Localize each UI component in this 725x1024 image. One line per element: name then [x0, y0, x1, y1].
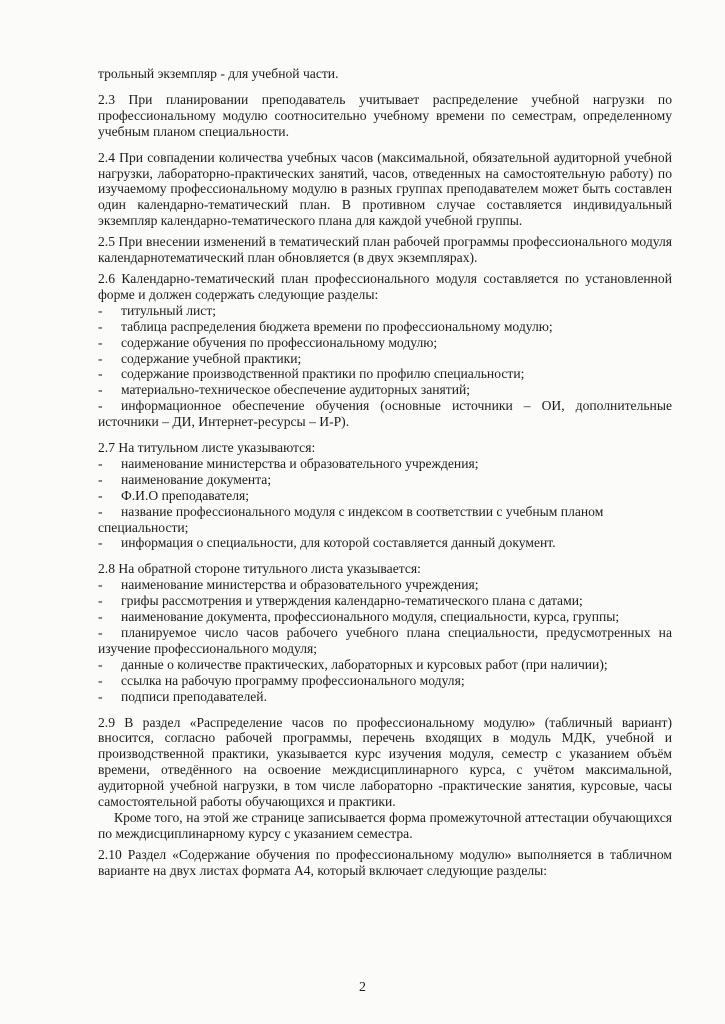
list-item-wrapped: - название профессионального модуля с индексом в соответствии с учебным планом специальности; [98, 503, 604, 535]
list-item: - содержание обучения по профессиональному модулю; [98, 334, 438, 350]
list-item: - грифы рассмотрения и утверждения календарно-тематического плана с датами; [98, 593, 583, 609]
body-text [98, 66, 672, 879]
list-item: - наименование министерства и образовательного учреждения; [98, 577, 479, 593]
paragraph-2-3: 2.3 При планировании преподаватель учитывает распределение учебной нагрузки по профессиональному модулю соотносительно учебному времени по семестрам, определенному учебным планом специальности. [98, 91, 672, 139]
paragraph-2-7: 2.7 На титульном листе указываются: [98, 440, 316, 456]
paragraph-continuation: трольный экземпляр - для учебной части. [98, 66, 339, 81]
list-item: - подписи преподавателей. [98, 688, 267, 704]
list-item: - информация о специальности, для которой составляется данный документ. [98, 535, 556, 551]
list-item-wrapped: - планируемое число часов рабочего учебного плана специальности, предусмотренных на изучение профессионального модуля; [98, 625, 672, 656]
paragraph-2-9: 2.9 В раздел «Распределение часов по профессиональному модулю» (табличный вариант) вносится, согласно рабочей программы, перечень входящих в модуль МДК, учебной и производственной практики, указывается курс изучения модуля, семестр с указанием объём времени, отведённого на освоение междисциплинарного курса, с учётом максимальной, аудиторной учебной нагрузки, в том числе лабораторно -практические занятия, курсовые, часы самостоятельной работы обучающихся и практики. [98, 714, 672, 810]
paragraph-2-5: 2.5 При внесении изменений в тематический план рабочей программы профессионального модуля календарнотематический план обновляется (в двух экземплярах). [98, 234, 672, 266]
list-item: - наименование документа; [98, 471, 272, 487]
paragraph-2-9-continued: Кроме того, на этой же странице записывается форма промежуточной аттестации обучающихся по междисциплинарному курсу с указанием семестра. [98, 809, 672, 841]
paragraph-2-10: 2.10 Раздел «Содержание обучения по профессиональному модулю» выполняется в табличном варианте на двух листах формата А4, который включает следующие разделы: [98, 846, 672, 878]
list-2-6 [98, 303, 672, 430]
list-item-wrapped: - информационное обеспечение обучения (основные источники – ОИ, дополнительные источники – ДИ, Интернет-ресурсы – И-Р). [98, 398, 672, 430]
list-item: - ссылка на рабочую программу профессионального модуля; [98, 672, 465, 688]
list-item: - титульный лист; [98, 302, 217, 318]
page-number: 2 [359, 980, 366, 995]
list-item: - содержание учебной практики; [98, 350, 302, 366]
list-item: - данные о количестве практических, лабораторных и курсовых работ (при наличии); [98, 656, 608, 672]
paragraph-2-4: 2.4 При совпадении количества учебных часов (максимальной, обязательной аудиторной учебной нагрузки, лабораторно-практических занятий, часов, отведенных на самостоятельную работу) по изучаемому профессиональному модулю в разных группах преподавателем может быть составлен один календарно-тематический план. В противном случае составляется индивидуальный экземпляр календарно-тематического плана для каждой учебной группы. [98, 149, 672, 229]
list-item: - таблица распределения бюджета времени по профессиональному модулю; [98, 318, 553, 334]
list-item: - Ф.И.О преподавателя; [98, 487, 250, 503]
paragraph-2-6: 2.6 Календарно-тематический план профессионального модуля составляется по установленной форме и должен содержать следующие разделы: [98, 270, 672, 302]
list-item: - наименование министерства и образовательного учреждения; [98, 455, 479, 471]
list-2-7 [98, 456, 672, 551]
list-item: - наименование документа, профессионального модуля, специальности, курса, группы; [98, 609, 620, 625]
list-item: - материально-техническое обеспечение аудиторных занятий; [98, 382, 471, 398]
paragraph-2-8: 2.8 На обратной стороне титульного листа указывается: [98, 561, 421, 577]
list-item: - содержание производственной практики по профилю специальности; [98, 366, 525, 382]
list-2-8 [98, 577, 672, 704]
